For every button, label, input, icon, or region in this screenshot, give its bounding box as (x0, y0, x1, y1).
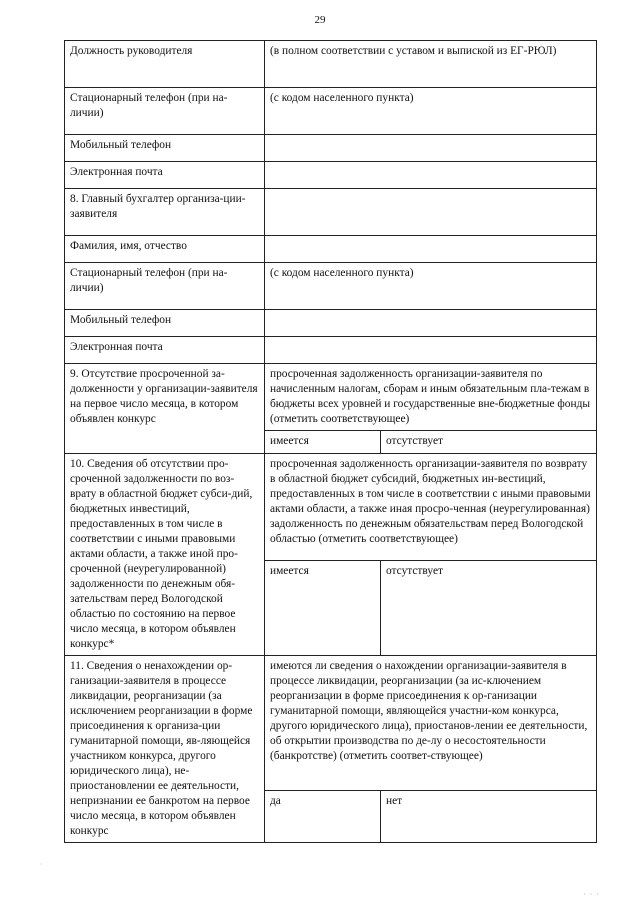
item-10-question: просроченная задолженность организации-заявителя по возврату в областной бюджет субсидий, бюджетных ин-вестиций, предоставленных в том числе в соответствии с иными правовыми актами области, а также иная просро-ченная (неурегулированная) задолженность по денежным обязательствам перед Вологодской областью (отметить соответствующее) (265, 454, 597, 561)
option-no-checkbox[interactable]: отсутствует (381, 561, 597, 656)
table-row (65, 88, 597, 135)
option-no-checkbox[interactable]: отсутствует (381, 431, 597, 454)
table-row (65, 162, 597, 189)
scan-mark: · · · (583, 890, 600, 899)
section-title: 8. Главный бухгалтер организа-ции-заявителя (65, 189, 265, 236)
application-form-table (64, 40, 597, 843)
page-number: 29 (314, 14, 326, 26)
item-9-label: 9. Отсутствие просроченной за-долженности у организации-заявителя на первое число месяца, в котором объявлен конкурс (65, 364, 265, 454)
item-10-label: 10. Сведения об отсутствии про-сроченной задолженности по воз-врату в областной бюджет субси-дий, бюджетных инвестиций, предоставленных в том числе в соответствии с иными правовыми актами области, а также иной про-сроченной (неурегулированной) задолженности по денежным обя-зательствам перед Вологодской областью по состоянию на первое число месяца, в котором объявлен конкурс* (65, 454, 265, 656)
row-value: (с кодом населенного пункта) (265, 88, 597, 135)
table-row (65, 454, 597, 561)
row-label: Мобильный телефон (65, 135, 265, 162)
row-value-field[interactable] (265, 236, 597, 263)
table-row (65, 337, 597, 364)
option-yes-checkbox[interactable]: имеется (265, 431, 381, 454)
item-11-label: 11. Сведения о ненахождении ор-ганизации-заявителя в процессе ликвидации, реорганизации (за исключением реорганизации в форме присоединения к организа-ции гуманитарной помощи, яв-ляющейся участником конкурса, другого юридического лица), не-приостановлении ее деятельности, непризнании ее банкротом на первое число месяца, в котором объявлен конкурс (65, 656, 265, 843)
table-row (65, 236, 597, 263)
row-label: Электронная почта (65, 337, 265, 364)
row-value: (с кодом населенного пункта) (265, 263, 597, 310)
option-yes-checkbox[interactable]: да (265, 791, 381, 843)
option-yes-checkbox[interactable]: имеется (265, 561, 381, 656)
table-row (65, 41, 597, 88)
row-label: Должность руководителя (65, 41, 265, 88)
table-row (65, 189, 597, 236)
row-label: Стационарный телефон (при на-личии) (65, 263, 265, 310)
table-row (65, 135, 597, 162)
row-label: Фамилия, имя, отчество (65, 236, 265, 263)
item-9-question: просроченная задолженность организации-заявителя по начисленным налогам, сборам и иным обязательным пла-тежам в бюджеты всех уровней и государственные вне-бюджетные фонды (отметить соответствующее) (265, 364, 597, 431)
table-row (65, 364, 597, 431)
table-row (65, 656, 597, 791)
table-row (65, 310, 597, 337)
option-no-checkbox[interactable]: нет (381, 791, 597, 843)
row-value-field[interactable] (265, 162, 597, 189)
row-label: Мобильный телефон (65, 310, 265, 337)
row-value-field[interactable] (265, 135, 597, 162)
row-label: Электронная почта (65, 162, 265, 189)
item-11-question: имеются ли сведения о нахождении организации-заявителя в процессе ликвидации, реорганизации (за ис-ключением реорганизации в форме присоединения к ор-ганизации гуманитарной помощи, являющейся участни-ком конкурса, другого юридического лица), приостанов-лении ее деятельности, об открытии производства по де-лу о несостоятельности (банкротстве) (отметить соответ-ствующее) (265, 656, 597, 791)
table-row (65, 263, 597, 310)
row-value-field[interactable] (265, 310, 597, 337)
row-label: Стационарный телефон (при на-личии) (65, 88, 265, 135)
row-value-field[interactable] (265, 337, 597, 364)
scan-speck: · (40, 860, 43, 869)
row-value-field[interactable] (265, 189, 597, 236)
row-value: (в полном соответствии с уставом и выпиской из ЕГ-РЮЛ) (265, 41, 597, 88)
